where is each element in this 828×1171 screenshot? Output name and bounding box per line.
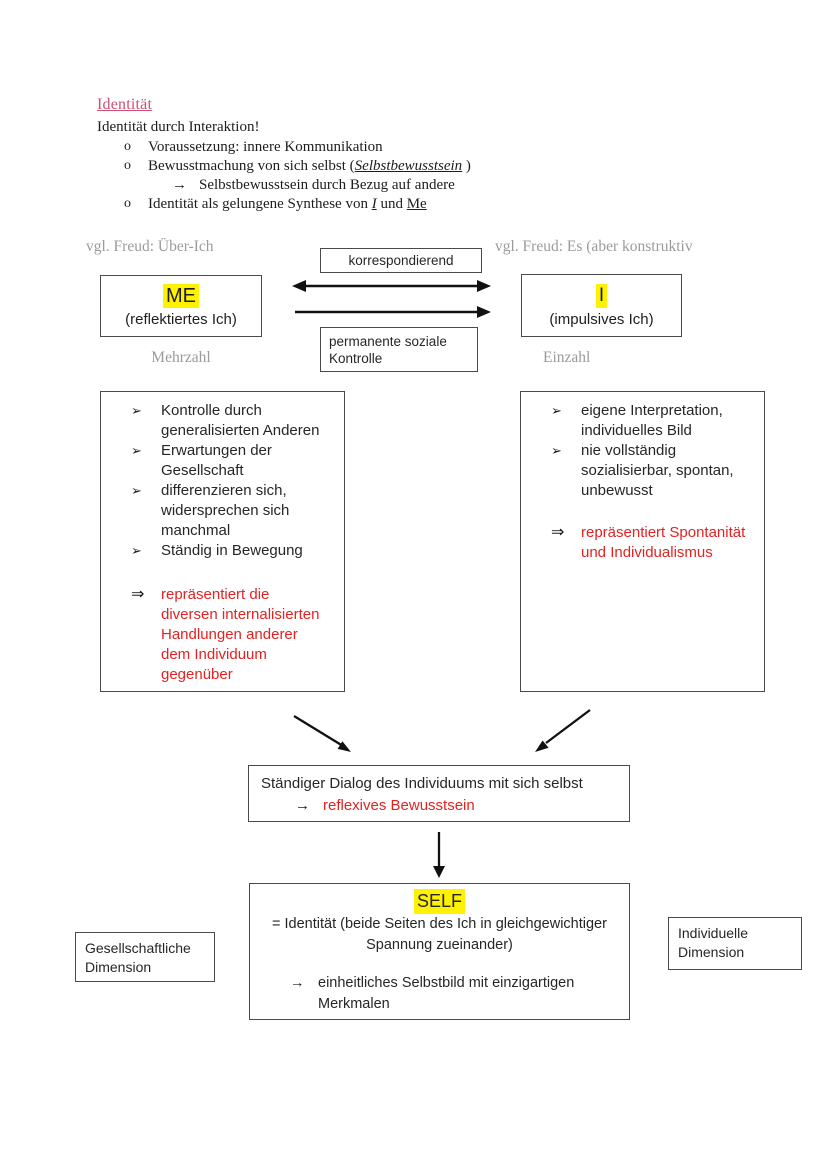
arrow-right-icon: → — [295, 797, 310, 814]
i-to-dialog-arrow — [535, 710, 590, 752]
i-emphasis: I — [371, 196, 377, 212]
i-box-subtitle: (impulsives Ich) — [549, 310, 654, 328]
triangle-bullet-icon: ➢ — [551, 443, 562, 458]
me-characteristics-box — [100, 391, 345, 692]
i-conclusion: ⇒ repräsentiert Spontanität und Individualismus — [551, 524, 746, 561]
i-box-title: I — [596, 284, 607, 308]
arrow-right-icon: → — [290, 975, 305, 991]
self-line-1: = Identität (beide Seiten des Ich in gleichgewichtiger — [272, 916, 607, 932]
self-box — [249, 883, 630, 1020]
triangle-bullet-icon: ➢ — [131, 543, 142, 558]
intro-bullet-2-text: Bewusstmachung von sich selbst (Selbstbewusstsein ) — [148, 158, 471, 174]
dialog-line-1: Ständiger Dialog des Individuums mit sich selbst — [261, 775, 583, 792]
double-arrow-icon: ⇒ — [131, 586, 145, 603]
dialog-line-2-text: reflexives Bewusstsein — [323, 797, 475, 814]
intro-bullet-2 — [124, 158, 471, 175]
circle-bullet-icon: o — [124, 196, 131, 211]
me-conclusion: ⇒ repräsentiert die diversen internalisierten Handlungen anderer dem Individuum gegenüber — [131, 586, 320, 683]
kontrolle-line-2: Kontrolle — [329, 351, 383, 366]
arrow-right-icon: → — [172, 177, 187, 193]
kontrolle-line-1: permanente soziale — [329, 334, 447, 349]
self-arrow-line — [250, 973, 629, 1015]
i-box — [521, 274, 682, 337]
korrespondierend-box — [320, 248, 482, 273]
i-list-item-2: ➢ nie vollständig sozialisierbar, spontan, unbewusst — [551, 442, 734, 499]
selbstbewusstsein-emphasis: Selbstbewusstsein — [354, 158, 463, 174]
me-list-item-1: ➢ Kontrolle durch generalisierten Anderen — [131, 402, 320, 439]
i-caption: Einzahl — [543, 349, 591, 366]
kontrolle-box — [320, 327, 478, 372]
me-list-item-4: ➢ Ständig in Bewegung — [131, 542, 303, 559]
social-dimension-box: Gesellschaftliche Dimension — [75, 932, 215, 982]
intro-bullet-3 — [124, 196, 427, 213]
me-list-item-3: ➢ differenzieren sich, widersprechen sich manchmal — [131, 482, 290, 539]
circle-bullet-icon: o — [124, 139, 131, 154]
freud-left-label: vgl. Freud: Über-Ich — [86, 238, 214, 255]
me-to-dialog-arrow — [294, 716, 351, 752]
korrespondierend-label: korrespondierend — [348, 253, 454, 268]
me-list-item-2: ➢ Erwartungen der Gesellschaft — [131, 442, 272, 479]
dialog-line-2 — [261, 795, 617, 817]
intro-subtitle: Identität durch Interaktion! — [97, 119, 260, 135]
me-emphasis: Me — [406, 196, 427, 212]
me-caption: Mehrzahl — [151, 349, 211, 366]
circle-bullet-icon: o — [124, 158, 131, 173]
freud-right-label: vgl. Freud: Es (aber konstruktiv — [495, 238, 693, 255]
triangle-bullet-icon: ➢ — [551, 403, 562, 418]
control-arrow — [295, 306, 491, 318]
self-arrow-text: einheitliches Selbstbild mit einzigartigen Merkmalen — [318, 975, 575, 1012]
intro-bullet-3-text: Identität als gelungene Synthese von I und Me — [148, 196, 427, 212]
i-characteristics-box — [520, 391, 765, 692]
page-title: Identität — [97, 96, 153, 113]
triangle-bullet-icon: ➢ — [131, 483, 142, 498]
intro-sub-bullet-text: Selbstbewusstsein durch Bezug auf andere — [199, 177, 455, 193]
me-box-title: ME — [163, 284, 199, 308]
intro-sub-bullet — [172, 177, 455, 194]
triangle-bullet-icon: ➢ — [131, 403, 142, 418]
me-box — [100, 275, 262, 337]
dialog-to-self-arrow — [433, 832, 445, 878]
individual-dimension-box: Individuelle Dimension — [668, 917, 802, 970]
dialog-box — [248, 765, 630, 822]
double-arrow-icon: ⇒ — [551, 524, 565, 541]
self-line-2: Spannung zueinander) — [366, 937, 513, 953]
me-box-subtitle: (reflektiertes Ich) — [125, 311, 237, 328]
intro-bullet-1 — [124, 139, 383, 156]
bidirectional-arrow — [292, 280, 491, 292]
self-box-title: SELF — [414, 889, 465, 914]
i-list-item-1: ➢ eigene Interpretation, individuelles Bild — [551, 402, 723, 439]
intro-bullet-1-text: Voraussetzung: innere Kommunikation — [148, 139, 383, 155]
triangle-bullet-icon: ➢ — [131, 443, 142, 458]
